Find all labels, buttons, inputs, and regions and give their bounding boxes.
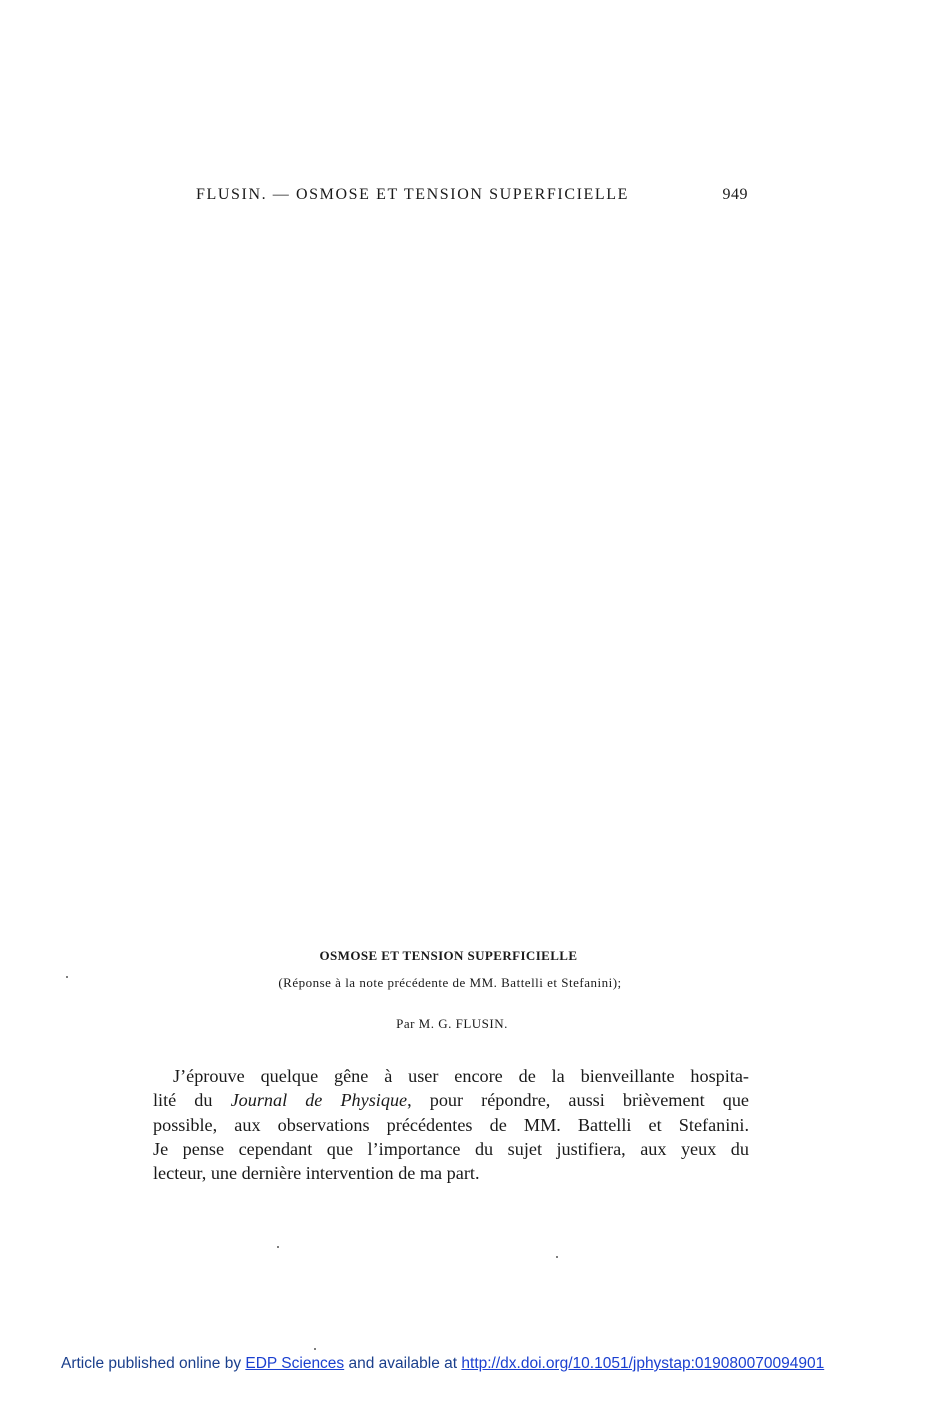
page-number: 949 (722, 186, 748, 203)
publication-footer (61, 1355, 824, 1373)
scan-speck (314, 1348, 316, 1350)
scan-speck (556, 1256, 558, 1258)
scan-speck (66, 976, 68, 978)
body-line: possible, aux observations précédentes de MM. Battelli et Stefanini. (153, 1114, 749, 1135)
running-head (196, 186, 748, 206)
footer-middle: and available at (344, 1355, 462, 1372)
body-paragraph (153, 1064, 749, 1185)
body-line (153, 1088, 749, 1112)
body-line: lecteur, une dernière intervention de ma part. (153, 1163, 480, 1184)
body-text-segment: lité du (153, 1090, 231, 1111)
publisher-link[interactable]: EDP Sciences (245, 1355, 345, 1372)
body-line: Je pense cependant que l’importance du sujet justifiera, aux yeux du (153, 1138, 749, 1159)
body-text-segment: , pour répondre, aussi brièvement que (407, 1090, 749, 1111)
article-subtitle: (Réponse à la note précédente de MM. Battelli et Stefanini); (278, 975, 622, 990)
article-title: OSMOSE ET TENSION SUPERFICIELLE (319, 948, 578, 963)
footer-prefix: Article published online by (61, 1355, 246, 1372)
journal-name: Journal de Physique (230, 1090, 408, 1111)
article-author: Par M. G. FLUSIN. (396, 1016, 508, 1031)
doi-link[interactable]: http://dx.doi.org/10.1051/jphystap:019080070094901 (461, 1355, 825, 1372)
scan-speck (277, 1246, 279, 1248)
body-line: J’éprouve quelque gêne à user encore de la bienveillante hospita- (173, 1066, 749, 1086)
running-head-title: FLUSIN. — OSMOSE ET TENSION SUPERFICIELLE (196, 186, 630, 203)
